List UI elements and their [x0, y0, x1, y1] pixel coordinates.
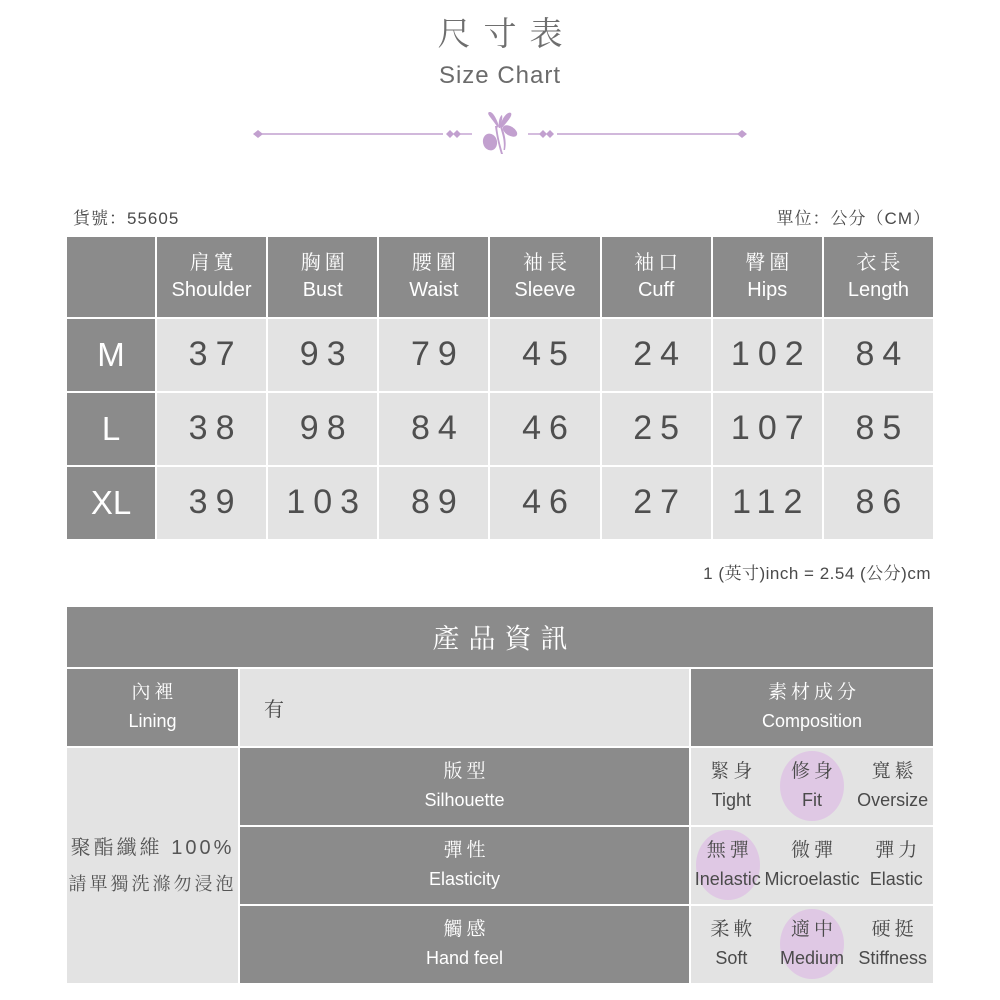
composition-body — [67, 748, 238, 983]
row-l-label: L — [67, 393, 155, 465]
option-fit-selected: 修身 Fit — [772, 748, 853, 825]
m-hips: 102 — [713, 319, 822, 391]
m-length: 84 — [824, 319, 933, 391]
size-table — [67, 237, 933, 539]
elasticity-options — [691, 827, 933, 904]
elasticity-label: 彈性 Elasticity — [240, 827, 689, 904]
silhouette-label: 版型 Silhouette — [240, 748, 689, 825]
col-length: 衣長 Length — [824, 237, 933, 317]
inch-conversion-note: 1 (英寸)inch = 2.54 (公分)cm — [703, 563, 931, 583]
composition-care: 請單獨洗滌勿浸泡 — [68, 874, 237, 894]
floral-divider-icon — [250, 112, 750, 164]
col-shoulder: 肩寬 Shoulder — [157, 237, 266, 317]
meta-row — [67, 204, 933, 237]
xl-cuff: 27 — [602, 467, 711, 539]
option-medium-selected: 適中 Medium — [772, 906, 853, 983]
composition-header: 素材成分 Composition — [691, 669, 933, 746]
item-number: 貨號：55605 — [73, 208, 180, 228]
option-elastic: 彈力 Elastic — [869, 840, 923, 889]
lining-label: 內裡 Lining — [67, 669, 238, 746]
xl-bust: 103 — [268, 467, 377, 539]
hand-feel-options — [691, 906, 933, 983]
hand-feel-label: 觸感 Hand feel — [240, 906, 689, 983]
iris-flower-icon — [481, 112, 519, 154]
page-title-en: Size Chart — [438, 61, 562, 89]
l-waist: 84 — [379, 393, 488, 465]
option-soft: 柔軟 Soft — [710, 919, 757, 968]
col-waist: 腰圍 Waist — [379, 237, 488, 317]
option-stiffness: 硬挺 Stiffness — [858, 919, 928, 968]
m-waist: 79 — [379, 319, 488, 391]
xl-sleeve: 46 — [490, 467, 599, 539]
xl-length: 86 — [824, 467, 933, 539]
col-sleeve: 袖長 Sleeve — [490, 237, 599, 317]
row-xl-label: XL — [67, 467, 155, 539]
m-shoulder: 37 — [157, 319, 266, 391]
col-bust: 胸圍 Bust — [268, 237, 377, 317]
xl-hips: 112 — [713, 467, 822, 539]
xl-shoulder: 39 — [157, 467, 266, 539]
m-sleeve: 45 — [490, 319, 599, 391]
l-sleeve: 46 — [490, 393, 599, 465]
m-bust: 93 — [268, 319, 377, 391]
row-m-label: M — [67, 319, 155, 391]
product-info-table — [67, 669, 933, 983]
col-cuff: 袖口 Cuff — [602, 237, 711, 317]
option-inelastic-selected: 無彈 Inelastic — [691, 827, 764, 904]
size-table-corner — [67, 237, 155, 317]
xl-waist: 89 — [379, 467, 488, 539]
silhouette-options — [691, 748, 933, 825]
l-shoulder: 38 — [157, 393, 266, 465]
product-info-title: 產品資訊 — [67, 607, 933, 667]
col-hips: 臀圍 Hips — [713, 237, 822, 317]
page-title-zh: 尺寸表 — [437, 15, 576, 52]
size-chart-page — [67, 0, 933, 983]
composition-material: 聚酯纖維 100% — [70, 837, 235, 859]
l-cuff: 25 — [602, 393, 711, 465]
m-cuff: 24 — [602, 319, 711, 391]
option-oversize: 寬鬆 Oversize — [857, 761, 929, 810]
option-microelastic: 微彈 Microelastic — [764, 840, 860, 889]
unit-label: 單位：公分（CM） — [776, 208, 931, 228]
lining-value: 有 — [240, 669, 689, 746]
l-hips: 107 — [713, 393, 822, 465]
l-bust: 98 — [268, 393, 377, 465]
option-tight: 緊身 Tight — [710, 761, 757, 810]
l-length: 85 — [824, 393, 933, 465]
